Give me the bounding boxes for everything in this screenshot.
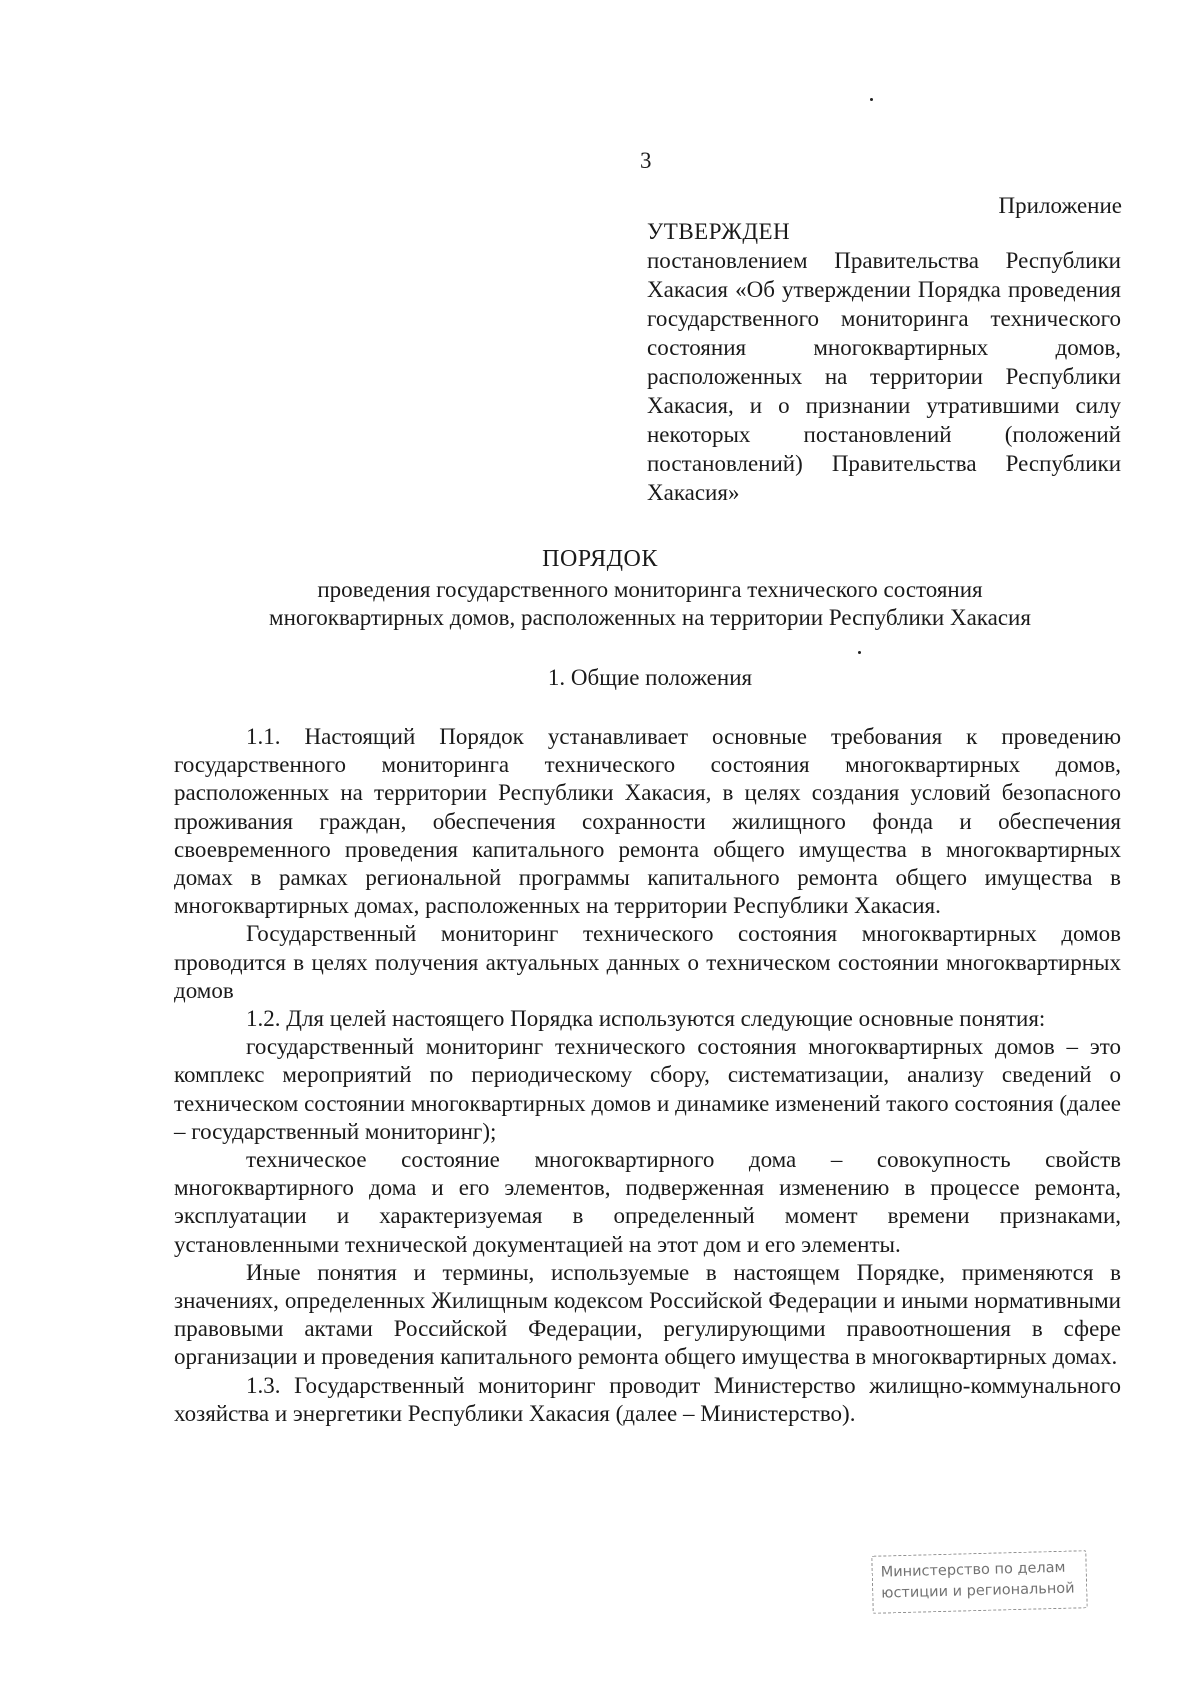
paragraph-other-terms: Иные понятия и термины, используемые в настоящем Порядке, применяются в значениях, определенных Жилищным кодексом Российской Федерации и иными нормативными правовыми актами Российской Федерации, регулирующими правоотношения в сфере организации и проведения капитального ремонта общего имущества в многоквартирных домах. xyxy=(174,1259,1121,1370)
paragraph-1-3: 1.3. Государственный мониторинг проводит Министерство жилищно-коммунального хозяйства и энергетики Республики Хакасия (далее – Министерство). xyxy=(174,1372,1121,1426)
page-number: 3 xyxy=(640,148,652,173)
paragraph-monitoring-purpose: Государственный мониторинг технического состояния многоквартирных домов проводится в целях получения актуальных данных о техническом состоянии многоквартирных домов xyxy=(174,921,1121,1003)
stamp-line: Министерство по делам xyxy=(880,1559,1066,1581)
paragraph-definition-technical-state: техническое состояние многоквартирного дома – совокупность свойств многоквартирного дома и его элементов, подверженная изменению в процессе ремонта, эксплуатации и характеризуемая в определенный момент времени признаками, установленными технической документацией на этот дом и его элементы. xyxy=(174,1147,1121,1257)
stamp-line: юстиции и региональной xyxy=(881,1580,1075,1602)
ministry-stamp xyxy=(871,1550,1087,1614)
document-subtitle xyxy=(180,576,1120,632)
document-title: ПОРЯДОК xyxy=(542,546,658,572)
document-subtitle-line: проведения государственного мониторинга технического состояния xyxy=(317,577,983,602)
scan-speck xyxy=(858,651,861,654)
approval-block xyxy=(647,218,1121,507)
approval-text: постановлением Правительства Республики Хакасия «Об утверждении Порядка проведения государственного мониторинга технического состояния многоквартирных домов, расположенных на территории Республики Хакасия, и о признании утратившими силу некоторых постановлений (положений постановлений) Правительства Республики Хакасия» xyxy=(647,248,1121,505)
appendix-label: Приложение xyxy=(998,193,1122,218)
paragraph-definition-monitoring: государственный мониторинг технического состояния многоквартирных домов – это комплекс мероприятий по периодическому сбору, систематизации, анализу сведений о техническом состоянии многоквартирных домов и динамике изменений такого состояния (далее – государственный мониторинг); xyxy=(174,1034,1121,1144)
document-body xyxy=(174,723,1121,1428)
approval-heading: УТВЕРЖДЕН xyxy=(647,219,791,244)
scan-speck xyxy=(870,98,873,101)
paragraph-1-1: 1.1. Настоящий Порядок устанавливает основные требования к проведению государственного мониторинга технического состояния многоквартирных домов, расположенных на территории Республики Хакасия, в целях создания условий безопасного проживания граждан, обеспечения сохранности жилищного фонда и обеспечения своевременного проведения капитального ремонта общего имущества в многоквартирных домах в рамках региональной программы капитального ремонта общего имущества в многоквартирных домах, расположенных на территории Республики Хакасия. xyxy=(174,724,1121,919)
document-subtitle-line: многоквартирных домов, расположенных на территории Республики Хакасия xyxy=(269,605,1031,630)
paragraph-1-2: 1.2. Для целей настоящего Порядка используются следующие основные понятия: xyxy=(246,1006,1046,1032)
section-heading: 1. Общие положения xyxy=(547,665,753,690)
